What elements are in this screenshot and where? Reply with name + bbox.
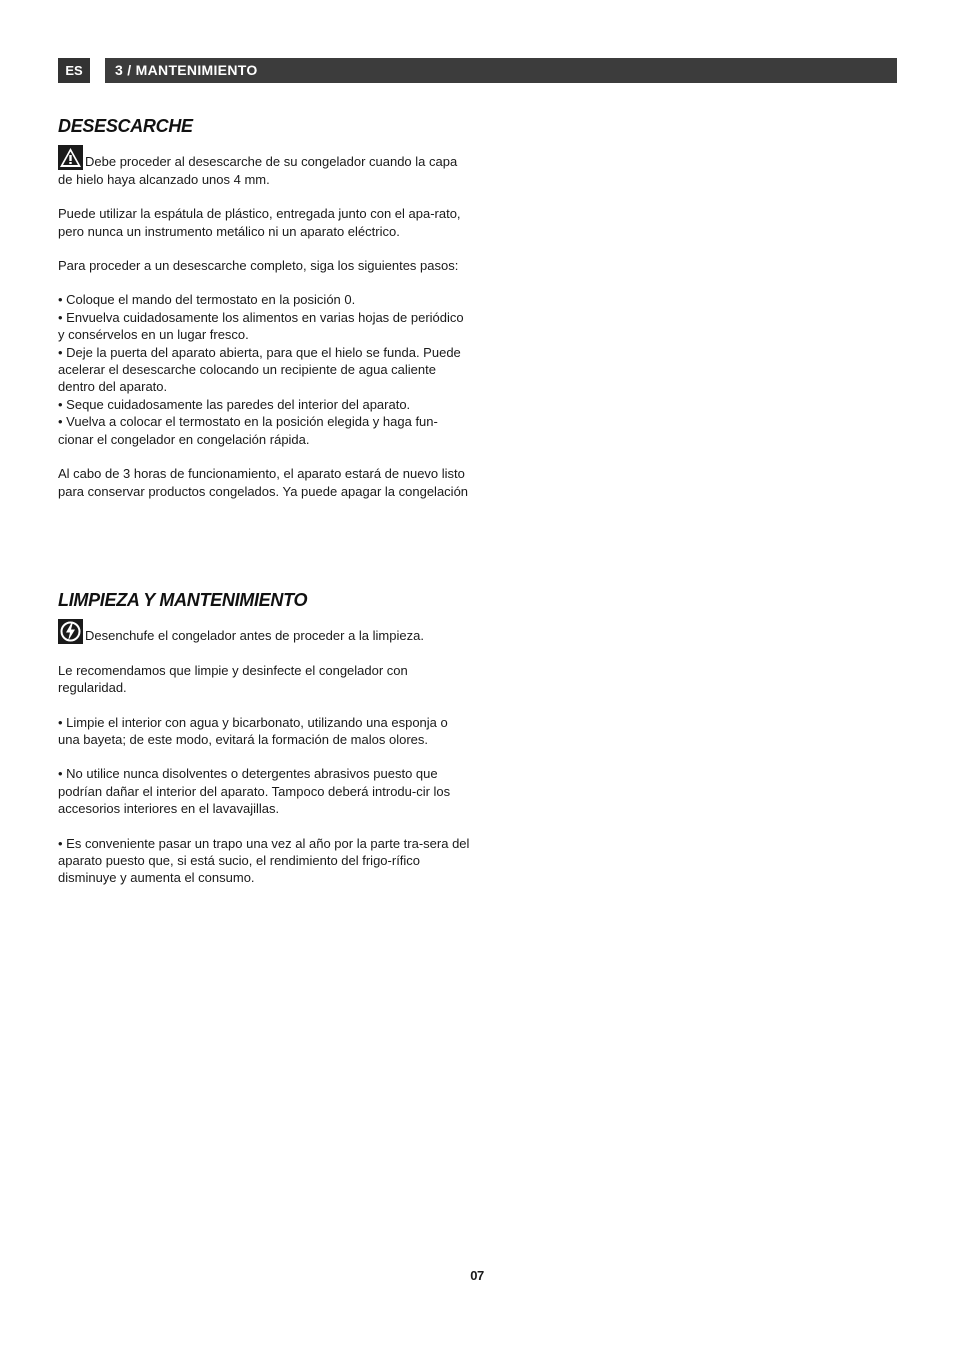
paragraph: Al cabo de 3 horas de funcionamiento, el aparato estará de nuevo listo para conservar productos congelados. Ya puede apagar la congelación — [58, 466, 469, 499]
list-item: • Es conveniente pasar un trapo una vez al año por la parte tra-sera del aparato puesto que, si está sucio, el rendimiento del frigo-rífico disminuye y aumenta el consumo. — [58, 835, 470, 886]
list-item: • Deje la puerta del aparato abierta, para que el hielo se funda. Puede acelerar el desescarche colocando un recipiente de agua caliente dentro del aparato. — [58, 344, 461, 395]
warning-paragraph — [58, 145, 470, 188]
list-item: • Seque cuidadosamente las paredes del interior del aparato. — [58, 396, 411, 412]
warning-triangle-icon — [58, 145, 83, 170]
paragraph: Para proceder a un desescarche completo, siga los siguientes pasos: — [58, 258, 459, 274]
list-item: • Coloque el mando del termostato en la posición 0. — [58, 292, 356, 308]
list-item: • Envuelva cuidadosamente los alimentos en varias hojas de periódico y consérvelos en un lugar fresco. — [58, 309, 464, 343]
paragraph: Le recomendamos que limpie y desinfecte el congelador con regularidad. — [58, 662, 408, 696]
section-limpieza — [58, 592, 470, 887]
section-title-desescarche: DESESCARCHE — [58, 116, 193, 136]
section-header-bar: 3 / MANTENIMIENTO — [105, 58, 897, 83]
section-title-limpieza: LIMPIEZA Y MANTENIMIENTO — [58, 590, 308, 610]
electric-warning-paragraph — [58, 619, 470, 644]
list-item: • No utilice nunca disolventes o detergentes abrasivos puesto que podrían dañar el interior del aparato. Tampoco deberá introdu-cir los accesorios interiores en el lavavajillas. — [58, 766, 451, 817]
electric-shock-icon — [58, 619, 83, 644]
list-item: • Vuelva a colocar el termostato en la posición elegida y haga fun-cionar el congelador en congelación rápida. — [58, 414, 438, 447]
section-desescarche — [58, 118, 470, 500]
warning-text: Debe proceder al desescarche de su congelador cuando la capa de hielo haya alcanzado unos 4 mm. — [58, 154, 458, 187]
language-badge: ES — [58, 58, 90, 83]
list-item: • Limpie el interior con agua y bicarbonato, utilizando una esponja o una bayeta; de este modo, evitará la formación de malos olores. — [58, 714, 448, 748]
electric-warning-text: Desenchufe el congelador antes de proceder a la limpieza. — [85, 628, 424, 644]
paragraph: Puede utilizar la espátula de plástico, entregada junto con el apa-rato, pero nunca un instrumento metálico ni un aparato eléctrico. — [58, 206, 461, 239]
page-header — [58, 58, 897, 83]
page-number: 07 — [470, 1268, 484, 1283]
